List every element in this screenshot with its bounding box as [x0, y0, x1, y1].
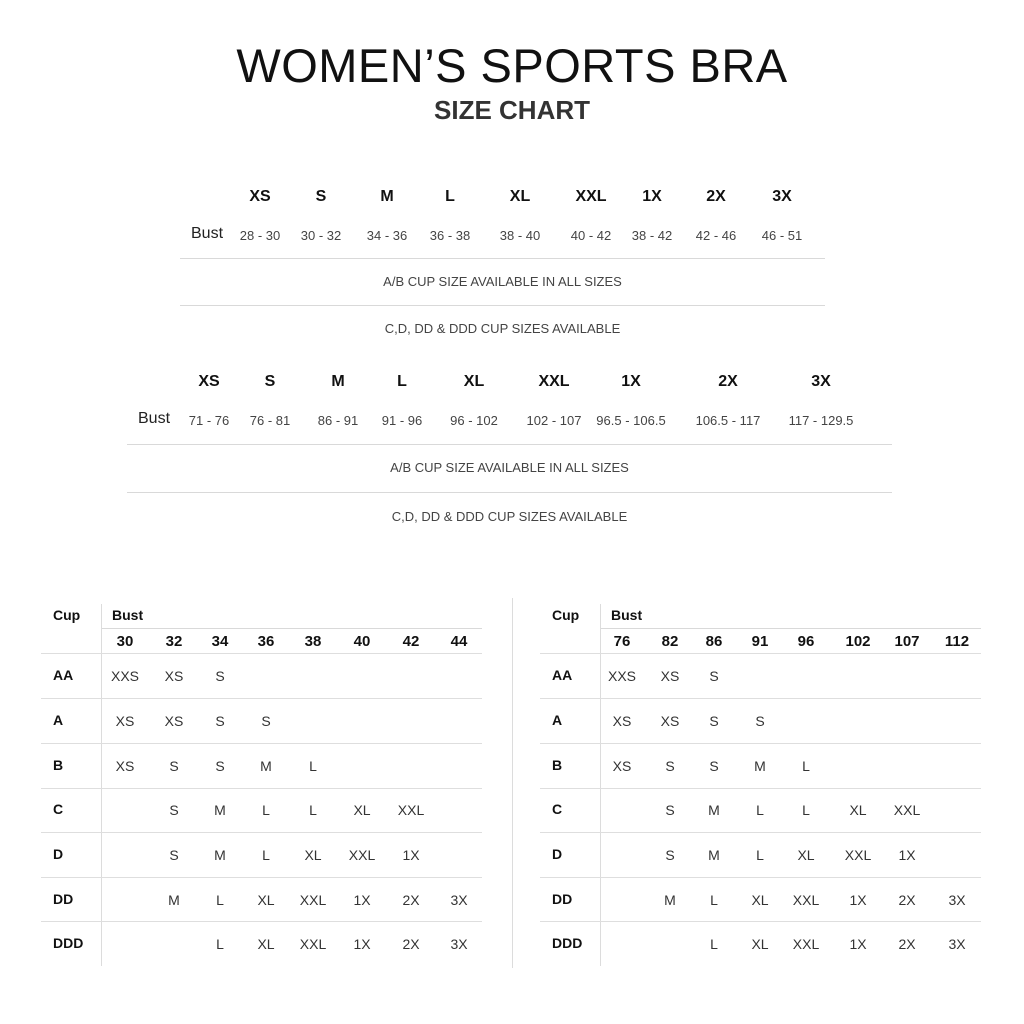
row-divider — [41, 788, 482, 789]
row-divider — [540, 653, 981, 654]
size-cell: XS — [660, 668, 680, 684]
bust-range: 30 - 32 — [300, 228, 342, 243]
cup-label: DD — [53, 891, 74, 907]
size-cell: L — [262, 847, 270, 863]
size-cell: L — [262, 802, 270, 818]
size-cell: M — [754, 758, 766, 774]
size-cell: M — [214, 847, 226, 863]
cup-label: B — [552, 757, 563, 773]
band-size-header: 91 — [751, 633, 769, 650]
bust-range: 96 - 102 — [450, 413, 498, 428]
size-cell: XS — [612, 758, 632, 774]
row-divider — [540, 832, 981, 833]
bust-column-header: Bust — [112, 607, 144, 623]
availability-note: C,D, DD & DDD CUP SIZES AVAILABLE — [391, 509, 628, 524]
band-size-header: 112 — [944, 633, 970, 650]
cup-label: C — [552, 801, 563, 817]
size-cell: XXL — [792, 892, 820, 908]
size-cell: M — [708, 802, 720, 818]
size-cell: XL — [797, 847, 815, 863]
size-cell: 2X — [402, 892, 420, 908]
size-cell: L — [216, 892, 224, 908]
row-divider — [41, 921, 482, 922]
size-cell: L — [802, 802, 810, 818]
size-header: S — [315, 188, 327, 205]
size-cell: 3X — [450, 936, 468, 952]
size-header: XXL — [538, 373, 570, 390]
size-cell: L — [710, 936, 718, 952]
size-cell: S — [169, 802, 179, 818]
cup-label: AA — [53, 667, 74, 683]
band-size-header: 34 — [211, 633, 229, 650]
band-size-header: 30 — [116, 633, 134, 650]
cup-column-divider — [101, 604, 102, 966]
band-size-header: 96 — [797, 633, 815, 650]
size-header: 1X — [621, 373, 641, 390]
size-header: 3X — [811, 373, 831, 390]
size-cell: XL — [257, 892, 275, 908]
size-cell: 1X — [353, 936, 371, 952]
availability-note: A/B CUP SIZE AVAILABLE IN ALL SIZES — [390, 460, 629, 475]
cup-label: B — [53, 757, 64, 773]
availability-note: C,D, DD & DDD CUP SIZES AVAILABLE — [384, 321, 621, 336]
size-cell: XXL — [299, 936, 327, 952]
bust-range: 102 - 107 — [526, 413, 582, 428]
row-divider — [41, 653, 482, 654]
size-cell: L — [309, 802, 317, 818]
size-cell: S — [215, 668, 225, 684]
size-cell: 3X — [450, 892, 468, 908]
row-divider — [41, 698, 482, 699]
size-cell: XL — [751, 892, 769, 908]
size-cell: 2X — [898, 892, 916, 908]
size-cell: S — [755, 713, 765, 729]
page-title: WOMEN’S SPORTS BRA — [236, 39, 788, 92]
size-cell: XXL — [893, 802, 921, 818]
grid-divider — [512, 598, 513, 968]
row-divider — [41, 743, 482, 744]
size-cell: S — [169, 847, 179, 863]
size-cell: XS — [164, 668, 184, 684]
size-cell: L — [216, 936, 224, 952]
row-divider — [180, 305, 825, 306]
cup-label: AA — [552, 667, 573, 683]
size-header: XS — [198, 373, 220, 390]
band-size-header: 102 — [845, 633, 871, 650]
size-header: XXL — [575, 188, 607, 205]
cup-label: D — [53, 846, 64, 862]
bust-range: 28 - 30 — [239, 228, 281, 243]
band-size-header: 40 — [353, 633, 371, 650]
size-cell: XL — [751, 936, 769, 952]
size-header: M — [380, 188, 394, 205]
size-header: XL — [509, 188, 531, 205]
size-header: L — [445, 188, 455, 205]
band-size-header: 107 — [894, 633, 920, 650]
band-size-header: 32 — [165, 633, 183, 650]
row-divider — [540, 743, 981, 744]
size-cell: S — [169, 758, 179, 774]
bust-range: 40 - 42 — [570, 228, 612, 243]
size-cell: 2X — [402, 936, 420, 952]
size-cell: XXS — [607, 668, 637, 684]
cup-label: C — [53, 801, 64, 817]
bust-range: 86 - 91 — [317, 413, 359, 428]
band-size-header: 76 — [613, 633, 631, 650]
bust-range: 36 - 38 — [429, 228, 471, 243]
size-cell: S — [215, 758, 225, 774]
cup-column-header: Cup — [53, 607, 81, 623]
cup-label: A — [53, 712, 64, 728]
bust-range: 76 - 81 — [249, 413, 291, 428]
size-header: XL — [463, 373, 485, 390]
row-divider — [540, 921, 981, 922]
size-cell: S — [665, 802, 675, 818]
size-header: S — [264, 373, 276, 390]
row-divider — [540, 877, 981, 878]
row-divider — [41, 832, 482, 833]
size-header: 3X — [772, 188, 792, 205]
size-cell: XS — [164, 713, 184, 729]
header-divider — [600, 628, 981, 629]
size-header: L — [397, 373, 407, 390]
size-header: M — [331, 373, 345, 390]
row-divider — [127, 492, 892, 493]
size-cell: 1X — [353, 892, 371, 908]
size-cell: S — [665, 847, 675, 863]
bust-range: 91 - 96 — [381, 413, 423, 428]
size-header: 1X — [642, 188, 662, 205]
band-size-header: 42 — [402, 633, 420, 650]
size-cell: 1X — [849, 936, 867, 952]
size-header: 2X — [718, 373, 738, 390]
size-cell: M — [168, 892, 180, 908]
page-subtitle: SIZE CHART — [434, 95, 590, 125]
cup-column-divider — [600, 604, 601, 966]
size-cell: M — [260, 758, 272, 774]
size-cell: L — [802, 758, 810, 774]
bust-range: 71 - 76 — [188, 413, 230, 428]
bust-column-header: Bust — [611, 607, 643, 623]
bust-range: 34 - 36 — [366, 228, 408, 243]
row-divider — [127, 444, 892, 445]
size-cell: M — [708, 847, 720, 863]
size-cell: 2X — [898, 936, 916, 952]
bust-row-label: Bust — [191, 225, 224, 242]
size-cell: XS — [115, 713, 135, 729]
band-size-header: 86 — [705, 633, 723, 650]
bust-range: 96.5 - 106.5 — [596, 413, 666, 428]
size-cell: S — [709, 713, 719, 729]
size-cell: S — [709, 758, 719, 774]
size-cell: 3X — [948, 892, 966, 908]
size-cell: M — [664, 892, 676, 908]
size-header: XS — [249, 188, 271, 205]
size-cell: XXL — [844, 847, 872, 863]
size-cell: S — [215, 713, 225, 729]
size-cell: S — [709, 668, 719, 684]
size-cell: XXL — [348, 847, 376, 863]
size-cell: L — [756, 802, 764, 818]
bust-range: 117 - 129.5 — [788, 413, 854, 428]
row-divider — [41, 877, 482, 878]
size-cell: XL — [257, 936, 275, 952]
row-divider — [180, 258, 825, 259]
size-cell: L — [710, 892, 718, 908]
size-cell: 1X — [898, 847, 916, 863]
size-cell: XS — [115, 758, 135, 774]
size-cell: XL — [849, 802, 867, 818]
size-cell: XS — [660, 713, 680, 729]
row-divider — [540, 698, 981, 699]
cup-label: D — [552, 846, 563, 862]
band-size-header: 82 — [661, 633, 679, 650]
bust-range: 38 - 42 — [631, 228, 673, 243]
size-cell: XL — [304, 847, 322, 863]
bust-row-label: Bust — [138, 410, 171, 427]
cup-label: A — [552, 712, 563, 728]
bust-range: 38 - 40 — [499, 228, 541, 243]
size-cell: L — [756, 847, 764, 863]
bust-range: 106.5 - 117 — [695, 413, 761, 428]
size-cell: XXL — [299, 892, 327, 908]
cup-column-header: Cup — [552, 607, 580, 623]
size-cell: XS — [612, 713, 632, 729]
bust-range: 42 - 46 — [695, 228, 737, 243]
band-size-header: 38 — [304, 633, 322, 650]
size-cell: 3X — [948, 936, 966, 952]
size-cell: S — [261, 713, 271, 729]
header-divider — [101, 628, 482, 629]
size-cell: XXL — [397, 802, 425, 818]
size-cell: XXL — [792, 936, 820, 952]
size-cell: S — [665, 758, 675, 774]
availability-note: A/B CUP SIZE AVAILABLE IN ALL SIZES — [383, 274, 622, 289]
cup-label: DDD — [552, 935, 583, 951]
band-size-header: 44 — [450, 633, 468, 650]
band-size-header: 36 — [257, 633, 275, 650]
cup-label: DDD — [53, 935, 84, 951]
size-cell: L — [309, 758, 317, 774]
size-cell: 1X — [849, 892, 867, 908]
row-divider — [540, 788, 981, 789]
size-cell: M — [214, 802, 226, 818]
size-header: 2X — [706, 188, 726, 205]
size-cell: XXS — [110, 668, 140, 684]
size-cell: 1X — [402, 847, 420, 863]
cup-label: DD — [552, 891, 573, 907]
size-cell: XL — [353, 802, 371, 818]
bust-range: 46 - 51 — [761, 228, 803, 243]
